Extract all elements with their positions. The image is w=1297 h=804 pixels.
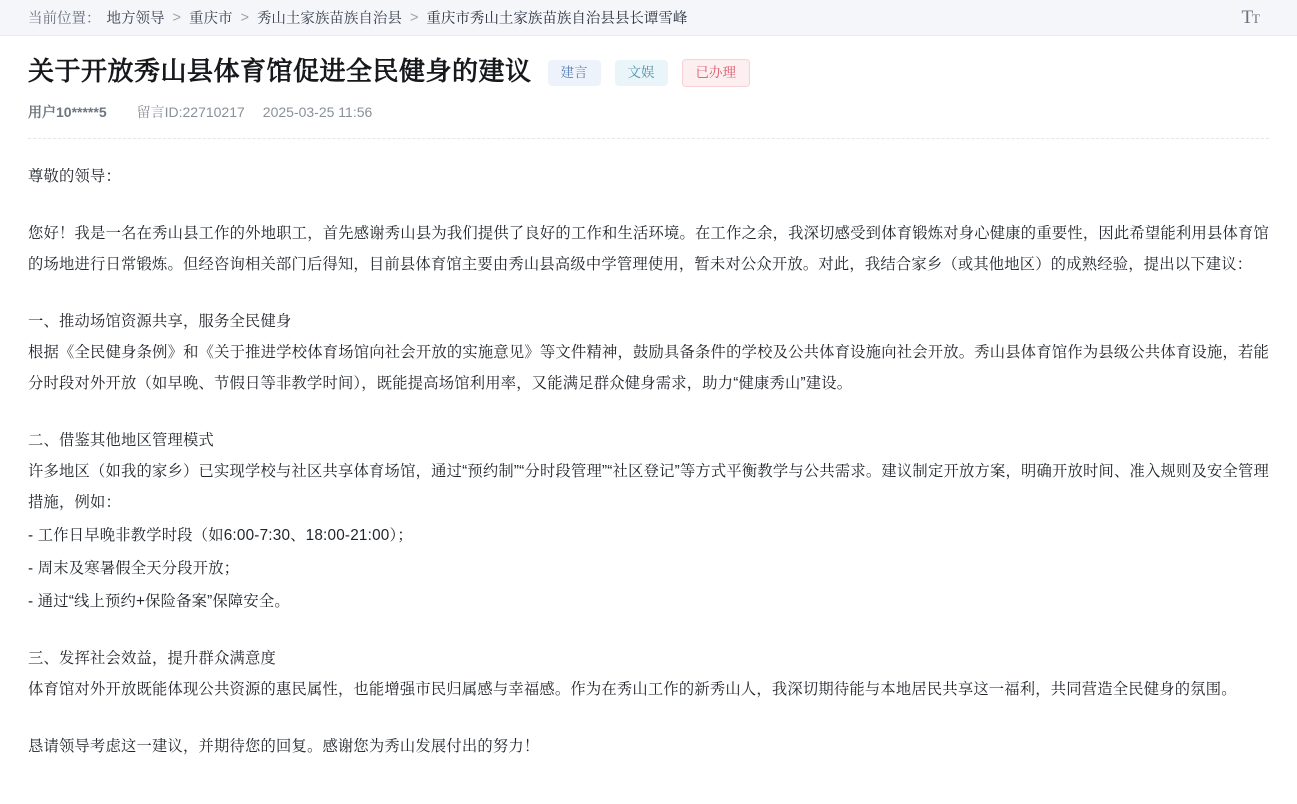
list-item-2: - 周末及寒暑假全天分段开放； — [28, 560, 240, 577]
author-name: 用户10*****5 — [28, 104, 107, 120]
breadcrumb-label: 当前位置： — [28, 11, 101, 27]
post-container — [0, 54, 1297, 762]
status-badge-category[interactable]: 建言 — [548, 60, 601, 86]
paragraph-section-3: 体育馆对外开放既能体现公共资源的惠民属性，也能增强市民归属感与幸福感。作为在秀山工作的新秀山人，我深切期待能与本地居民共享这一福利，共同营造全民健身的氛围。 — [28, 681, 1237, 698]
list-item-3: - 通过“线上预约+保险备案”保障安全。 — [28, 593, 290, 610]
breadcrumb-separator: > — [240, 9, 249, 26]
message-id: 留言ID:22710217 — [136, 104, 245, 120]
post-meta — [28, 102, 1269, 122]
breadcrumb-item-3[interactable]: 重庆市秀山土家族苗族自治县县长谭雪峰 — [426, 11, 688, 27]
list-item-1: - 工作日早晚非教学时段（如6:00-7:30、18:00-21:00）； — [28, 527, 413, 544]
breadcrumb — [0, 0, 1297, 36]
font-size-small-label: T — [1252, 11, 1259, 26]
divider — [28, 138, 1269, 139]
closing-paragraph: 恳请领导考虑这一建议，并期待您的回复。感谢您为秀山发展付出的努力！ — [28, 738, 540, 755]
status-badge-state: 已办理 — [682, 59, 751, 87]
font-size-large-label: T — [1241, 7, 1253, 28]
status-badge-topic[interactable]: 文娱 — [615, 60, 668, 86]
paragraph-section-2: 许多地区（如我的家乡）已实现学校与社区共享体育场馆，通过“预约制”“分时段管理”“社区登记”等方式平衡教学与公共需求。建议制定开放方案，明确开放时间、准入规则及安全管理措施，例如： — [28, 463, 1269, 511]
paragraph-intro: 您好！我是一名在秀山县工作的外地职工，首先感谢秀山县为我们提供了良好的工作和生活环境。在工作之余，我深切感受到体育锻炼对身心健康的重要性，因此希望能利用县体育馆的场地进行日常锻炼。但经咨询相关部门后得知，目前县体育馆主要由秀山县高级中学管理使用，暂未对公众开放。对此，我结合家乡（或其他地区）的成熟经验，提出以下建议： — [28, 225, 1269, 273]
breadcrumb-item-1[interactable]: 重庆市 — [188, 11, 233, 27]
salutation: 尊敬的领导： — [28, 168, 121, 185]
breadcrumb-separator: > — [409, 9, 419, 26]
paragraph-section-1: 根据《全民健身条例》和《关于推进学校体育场馆向社会开放的实施意见》等文件精神，鼓励具备条件的学校及公共体育设施向社会开放。秀山县体育馆作为县级公共体育设施，若能分时段对外开放（如早晚、节假日等非教学时间），既能提高场馆利用率，又能满足群众健身需求，助力“健康秀山”建设。 — [28, 344, 1269, 392]
post-body — [28, 161, 1269, 762]
heading-section-2: 二、借鉴其他地区管理模式 — [28, 432, 214, 449]
heading-section-1: 一、推动场馆资源共享，服务全民健身 — [28, 313, 292, 330]
font-size-icon[interactable] — [1241, 8, 1259, 29]
heading-section-3: 三、发挥社会效益，提升群众满意度 — [28, 650, 276, 667]
page-title: 关于开放秀山县体育馆促进全民健身的建议 — [28, 56, 532, 86]
breadcrumb-separator: > — [172, 9, 181, 26]
breadcrumb-item-0[interactable]: 地方领导 — [106, 11, 165, 27]
timestamp: 2025-03-25 11:56 — [262, 104, 373, 120]
tag-list — [548, 59, 751, 87]
title-row — [28, 54, 1269, 88]
breadcrumb-item-2[interactable]: 秀山土家族苗族自治县 — [256, 11, 402, 27]
